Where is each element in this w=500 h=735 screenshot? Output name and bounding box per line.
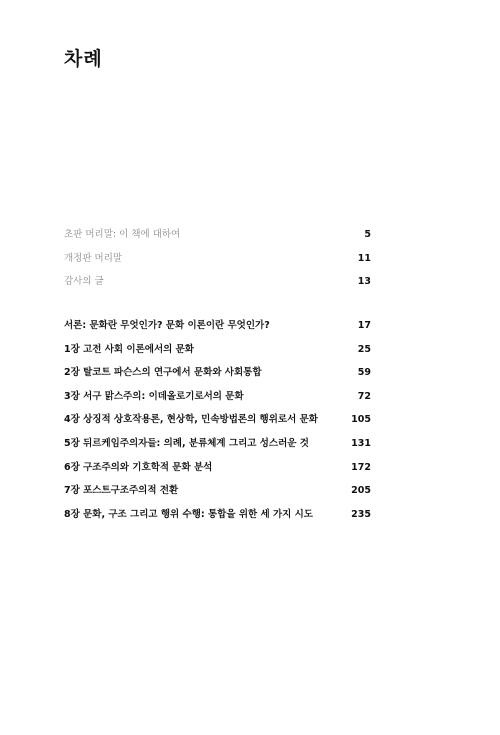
toc-entry-chapter-4[interactable] bbox=[64, 412, 371, 436]
toc-entry-label: 8장 문화, 구조 그리고 행위 수행: 통합을 위한 세 가지 시도 bbox=[64, 508, 313, 520]
toc-entry-label: 3장 서구 맑스주의: 이데올로기로서의 문화 bbox=[64, 390, 244, 402]
toc-entry-page: 13 bbox=[357, 276, 371, 288]
chapter-list bbox=[64, 318, 371, 530]
toc-entry-chapter-7[interactable] bbox=[64, 483, 371, 507]
toc-entry-label: 개정판 머리말 bbox=[64, 252, 123, 264]
toc-entry-page: 172 bbox=[351, 461, 371, 473]
toc-entry-chapter-3[interactable] bbox=[64, 389, 371, 413]
toc-entry-page: 72 bbox=[357, 390, 371, 402]
toc-entry-label: 7장 포스트구조주의적 전환 bbox=[64, 485, 179, 497]
toc-entry-preface-first-edition[interactable] bbox=[64, 227, 371, 251]
toc-entry-page: 105 bbox=[351, 414, 371, 426]
toc-entry-label: 5장 뒤르케임주의자들: 의례, 분류체계 그리고 성스러운 것 bbox=[64, 437, 309, 449]
toc-entry-page: 59 bbox=[357, 367, 371, 379]
toc-entry-chapter-5[interactable] bbox=[64, 436, 371, 460]
toc-entry-label: 서론: 문화란 무엇인가? 문화 이론이란 무엇인가? bbox=[64, 320, 270, 331]
page-title: 차례 bbox=[64, 48, 103, 70]
toc-entry-chapter-1[interactable] bbox=[64, 342, 371, 366]
toc-entry-page: 25 bbox=[357, 343, 371, 355]
toc-entry-label: 감사의 글 bbox=[64, 276, 104, 288]
toc-entry-page: 205 bbox=[351, 485, 371, 497]
toc-entry-acknowledgements[interactable] bbox=[64, 274, 371, 298]
toc-entry-chapter-8[interactable] bbox=[64, 507, 371, 531]
toc-entry-page: 17 bbox=[357, 320, 371, 331]
toc-entry-label: 1장 고전 사회 이론에서의 문화 bbox=[64, 343, 194, 355]
toc-entry-page: 235 bbox=[351, 508, 371, 520]
toc-entry-introduction[interactable] bbox=[64, 318, 371, 342]
toc-entry-label: 4장 상징적 상호작용론, 현상학, 민속방법론의 행위로서 문화 bbox=[64, 414, 318, 426]
front-matter-list bbox=[64, 227, 371, 298]
toc-entry-page: 131 bbox=[351, 437, 371, 449]
toc-entry-preface-revised-edition[interactable] bbox=[64, 251, 371, 275]
toc-entry-chapter-2[interactable] bbox=[64, 365, 371, 389]
toc-entry-page: 11 bbox=[357, 252, 371, 264]
toc-entry-chapter-6[interactable] bbox=[64, 460, 371, 484]
toc-entry-page: 5 bbox=[364, 229, 371, 240]
toc-entry-label: 6장 구조주의와 기호학적 문화 분석 bbox=[64, 461, 213, 473]
toc-entry-label: 초판 머리말: 이 책에 대하여 bbox=[64, 229, 181, 240]
toc-entry-label: 2장 탈코트 파슨스의 연구에서 문화와 사회통합 bbox=[64, 367, 262, 379]
